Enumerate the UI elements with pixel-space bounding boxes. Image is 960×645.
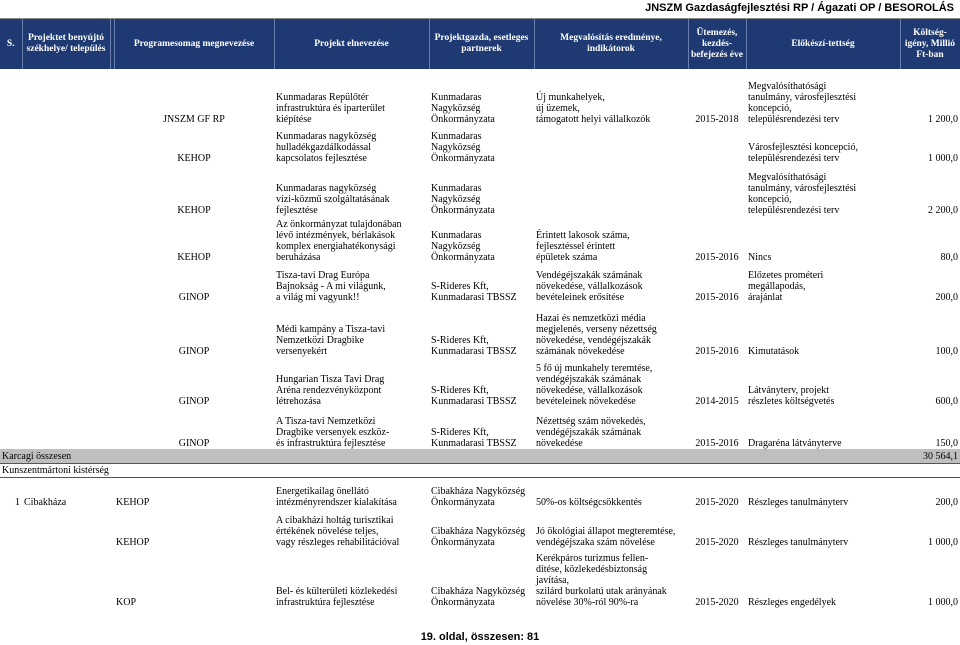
schedule-cell: 2015-2016: [695, 438, 739, 449]
cost-cell: 1 000,0: [928, 536, 958, 548]
cost-cell: 1 200,0: [928, 114, 958, 125]
table-row: [0, 478, 960, 508]
program-cell: KEHOP: [116, 496, 150, 508]
result-cell: Érintett lakosok száma, fejlesztéssel érintett épületek száma: [536, 230, 630, 263]
result-cell: Új munkahelyek, új üzemek, támogatott helyi vállalkozók: [536, 92, 651, 125]
cost-cell: 200,0: [935, 496, 958, 508]
header-program: Programesomag megnevezése: [114, 19, 274, 69]
header-row: [0, 19, 960, 69]
prep-cell: Látványterv, projekt részletes költségvetés: [748, 385, 835, 407]
schedule-cell: 2015-2018: [695, 114, 739, 125]
subtotal-row: [0, 449, 960, 464]
page-footer: 19. oldal, összesen: 81: [420, 631, 540, 643]
cost-cell: 150,0: [935, 438, 958, 449]
schedule-cell: 2015-2020: [695, 496, 739, 508]
program-cell: KEHOP: [177, 252, 211, 263]
header-settlement: Projektet benyújtó székhelye/ település: [22, 19, 110, 69]
table-row: [0, 303, 960, 357]
schedule-cell: 2015-2016: [695, 292, 739, 303]
table-row: [0, 548, 960, 608]
owner-cell: Kunmadaras Nagyközség Önkormányzata: [431, 92, 495, 125]
project-table: [0, 19, 960, 608]
result-cell: Hazai és nemzetközi média megjelenés, verseny nézettség növekedése, vendégéjszakák számának növekedése: [536, 313, 657, 357]
owner-cell: S-Rideres Kft, Kunmadarasi TBSSZ: [431, 385, 517, 407]
owner-cell: Kunmadaras Nagyközség Önkormányzata: [431, 230, 495, 263]
project-cell: Kunmadaras nagyközség vízi-közmű szolgáltatásának fejlesztése: [276, 183, 390, 216]
result-cell: [534, 125, 688, 164]
project-cell: Kunmadaras nagyközség hulladékgazdálkodással kapcsolatos fejlesztése: [276, 131, 377, 164]
project-cell: Kunmadaras Repülőtér infrastruktúra és iparterület kiépítése: [276, 92, 385, 125]
project-cell: Energetikailag önellátó intézményrendszer kialakítása: [276, 485, 397, 508]
program-cell: KEHOP: [116, 536, 150, 548]
result-cell: 50%-os költségcsökkentés: [536, 496, 642, 508]
program-cell: JNSZM GF RP: [163, 114, 225, 125]
owner-cell: Kunmadaras Nagyközség Önkormányzata: [431, 131, 495, 164]
prep-cell: Városfejlesztési koncepció, településrendezési terv: [748, 142, 858, 164]
cost-cell: 1 000,0: [928, 596, 958, 608]
cost-cell: 80,0: [940, 252, 958, 263]
header-schedule: Ütemezés, kezdés-befejezés éve: [688, 19, 746, 69]
cost-cell: 100,0: [935, 346, 958, 357]
table-row: [0, 216, 960, 263]
region-row: [0, 464, 960, 478]
schedule-cell: 2015-2020: [695, 536, 739, 548]
owner-cell: Cibakháza Nagyközség Önkormányzata: [431, 485, 526, 508]
subtotal-value: 30 564,1: [900, 449, 960, 464]
table-row: [0, 407, 960, 449]
prep-cell: Részleges engedélyek: [748, 596, 837, 608]
table-row: [0, 125, 960, 164]
table-row: [0, 508, 960, 548]
prep-cell: Megvalósíthatósági tanulmány, városfejlesztési koncepció, településrendezési terv: [748, 81, 857, 125]
row-number: 1: [15, 496, 20, 508]
result-cell: Vendégéjszakák számának növekedése, vállalkozások bevételeinek erősítése: [536, 270, 643, 303]
schedule-cell: [688, 164, 746, 216]
owner-cell: S-Rideres Kft, Kunmadarasi TBSSZ: [431, 335, 517, 357]
header-sn: S.: [0, 19, 22, 69]
program-cell: KEHOP: [177, 205, 211, 216]
schedule-cell: 2015-2016: [695, 252, 739, 263]
prep-cell: Részleges tanulmányterv: [748, 496, 849, 508]
project-cell: Médi kampány a Tisza-tavi Nemzetközi Dragbike versenyekért: [276, 324, 386, 357]
owner-cell: S-Rideres Kft, Kunmadarasi TBSSZ: [431, 281, 517, 303]
document-title: JNSZM Gazdaságfejlesztési RP / Ágazati OP / BESOROLÁS: [645, 2, 954, 14]
program-cell: GINOP: [178, 396, 210, 407]
prep-cell: Kimutatások: [748, 346, 800, 357]
result-cell: Jó ökológiai állapot megteremtése, vendégéjszaka szám növelése: [536, 525, 676, 548]
project-cell: Bel- és külterületi közlekedési infrastruktúra fejlesztése: [276, 585, 398, 608]
region-label: Kunszentmártoni kistérség: [0, 464, 114, 478]
owner-cell: S-Rideres Kft, Kunmadarasi TBSSZ: [431, 427, 517, 449]
cost-cell: 2 200,0: [928, 205, 958, 216]
table-row: [0, 69, 960, 125]
table-row: [0, 263, 960, 303]
program-cell: GINOP: [178, 346, 210, 357]
project-cell: Az önkormányzat tulajdonában lévő intézmények, bérlakások komplex energiahatékonysági beruházása: [276, 219, 402, 263]
cost-cell: 200,0: [935, 292, 958, 303]
header-cost: Költség-igény, Millió Ft-ban: [900, 19, 960, 69]
prep-cell: Nincs: [748, 252, 772, 263]
table-row: [0, 164, 960, 216]
header-project: Projekt elnevezése: [274, 19, 429, 69]
prep-cell: Részleges tanulmányterv: [748, 536, 849, 548]
subtotal-label: Karcagi összesen: [0, 449, 114, 464]
owner-cell: Cibakháza Nagyközség Önkormányzata: [431, 525, 526, 548]
schedule-cell: 2015-2020: [695, 596, 739, 608]
project-cell: A Tisza-tavi Nemzetközi Dragbike versenyek eszköz- és infrastruktúra fejlesztése: [276, 416, 390, 449]
schedule-cell: 2014-2015: [695, 396, 739, 407]
owner-cell: Kunmadaras Nagyközség Önkormányzata: [431, 183, 495, 216]
table-row: [0, 357, 960, 407]
result-cell: Kerékpáros turizmus fellen- dítése, közlekedésbiztonság javítása, szilárd burkolatú utak arányának növelése 30%-ról 90%-ra: [536, 552, 667, 608]
prep-cell: Dragaréna látványterve: [748, 438, 842, 449]
top-band: [0, 0, 960, 19]
settlement-cell: Cibakháza: [24, 496, 67, 508]
program-cell: KEHOP: [177, 153, 211, 164]
project-cell: Tisza-tavi Drag Európa Bajnokság - A mi világunk, a világ mi vagyunk!!: [276, 270, 386, 303]
header-owner: Projektgazda, esetleges partnerek: [429, 19, 534, 69]
result-cell: [534, 164, 688, 216]
project-cell: A cibakházi holtág turisztikai értékének növelése teljes, vagy részleges rehabilitációval: [276, 514, 400, 548]
result-cell: Nézettség szám növekedés, vendégéjszakák számának növekedése: [536, 416, 646, 449]
schedule-cell: 2015-2016: [695, 346, 739, 357]
program-cell: KOP: [116, 596, 137, 608]
cost-cell: 1 000,0: [928, 153, 958, 164]
prep-cell: Megvalósíthatósági tanulmány, városfejlesztési koncepció, településrendezési terv: [748, 172, 857, 216]
prep-cell: Előzetes prométeri megállapodás, árajánlat: [748, 270, 824, 303]
schedule-cell: [688, 125, 746, 164]
result-cell: 5 fő új munkahely teremtése, vendégéjszakák számának növekedése, vállalkozások bevételeinek növekedése: [536, 363, 653, 407]
header-result: Megvalósítás eredménye, indikátorok: [534, 19, 688, 69]
owner-cell: Cibakháza Nagyközség Önkormányzata: [431, 585, 526, 608]
program-cell: GINOP: [178, 292, 210, 303]
cost-cell: 600,0: [935, 396, 958, 407]
header-prep: Előkészí-tettség: [746, 19, 900, 69]
project-cell: Hungarian Tisza Tavi Drag Aréna rendezvényközpont létrehozása: [276, 374, 385, 407]
program-cell: GINOP: [178, 438, 210, 449]
